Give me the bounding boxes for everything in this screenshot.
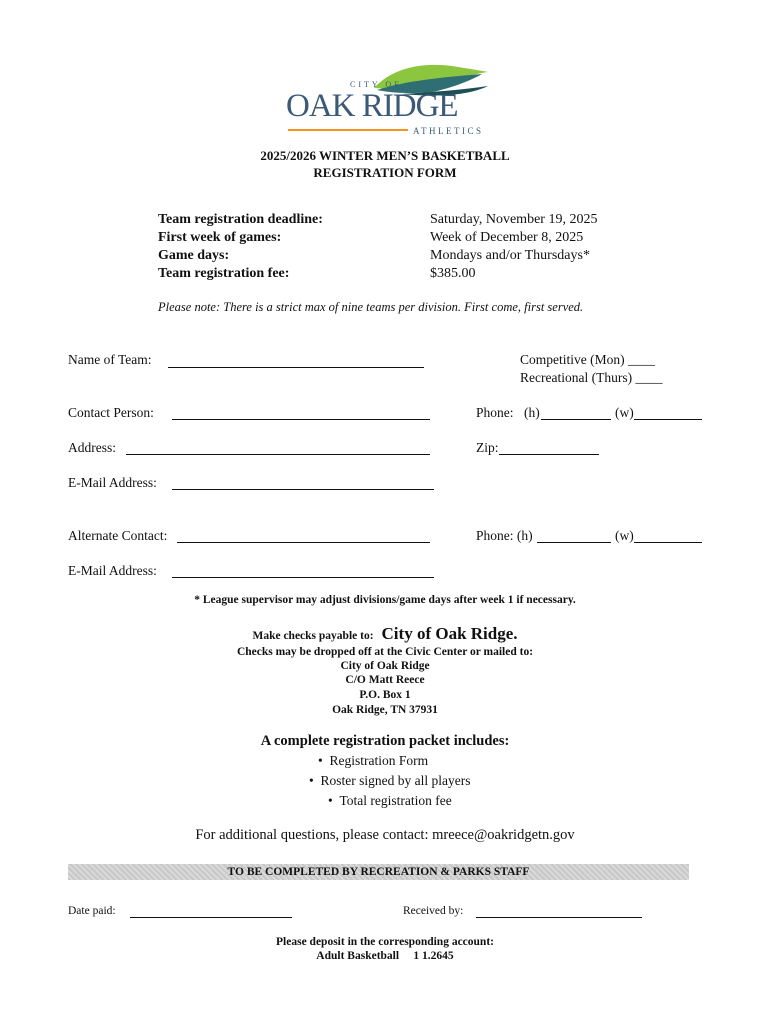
packet-item-label: Roster signed by all players	[320, 773, 471, 788]
received-by-label: Received by:	[403, 905, 464, 917]
oak-ridge-logo	[282, 60, 492, 142]
alt-phone-h-label: Phone: (h)	[476, 528, 533, 543]
fee-label: Team registration fee:	[158, 266, 290, 281]
phone-label: Phone:	[476, 405, 514, 420]
contact-person-field[interactable]	[172, 419, 430, 420]
mail-address-line4: Oak Ridge, TN 37931	[332, 704, 438, 716]
date-paid-label: Date paid:	[68, 905, 116, 917]
game-days-value: Mondays and/or Thursdays*	[430, 248, 590, 263]
payee-name: City of Oak Ridge.	[381, 624, 518, 643]
dropoff-line: Checks may be dropped off at the Civic Center or mailed to:	[236, 646, 534, 658]
mail-address-line3: P.O. Box 1	[359, 689, 411, 701]
email2-label: E-Mail Address:	[68, 563, 157, 578]
contact-person-label: Contact Person:	[68, 405, 154, 420]
packet-item-1	[318, 753, 428, 769]
deadline-label: Team registration deadline:	[158, 212, 323, 227]
alt-phone-w-field[interactable]	[634, 542, 702, 543]
form-title-line2: REGISTRATION FORM	[313, 165, 457, 180]
alt-phone-h-field[interactable]	[537, 542, 611, 543]
date-paid-field[interactable]	[130, 917, 292, 918]
logo-city-of: CITY OF	[350, 80, 402, 89]
packet-item-2	[309, 773, 470, 789]
account-line: Adult Basketball 1 1.2645	[316, 950, 454, 962]
zip-label: Zip:	[476, 440, 499, 455]
logo-name: OAK RIDGE	[286, 88, 458, 124]
phone-h-field[interactable]	[541, 419, 611, 420]
address-label: Address:	[68, 440, 116, 455]
form-title-line1: 2025/2026 WINTER MEN’S BASKETBALL	[260, 148, 510, 163]
first-week-label: First week of games:	[158, 230, 282, 245]
first-week-value: Week of December 8, 2025	[430, 230, 584, 245]
bullet-icon: •	[328, 793, 333, 808]
fee-value: $385.00	[430, 266, 476, 281]
phone-w-label: (w)	[615, 405, 634, 420]
deposit-instruction: Please deposit in the corresponding account:	[276, 936, 494, 948]
phone-w-field[interactable]	[634, 419, 702, 420]
email-label: E-Mail Address:	[68, 475, 157, 490]
alternate-contact-label: Alternate Contact:	[68, 528, 168, 543]
max-teams-note: Please note: There is a strict max of nine teams per division. First come, first served.	[158, 300, 584, 314]
phone-h-label: (h)	[524, 405, 540, 420]
deadline-value: Saturday, November 19, 2025	[430, 212, 598, 227]
team-name-label: Name of Team:	[68, 352, 152, 367]
packet-heading: A complete registration packet includes:	[260, 733, 510, 749]
mail-address-line2: C/O Matt Reece	[345, 674, 425, 686]
checks-payable-label: Make checks payable to:	[252, 630, 374, 642]
supervisor-note: * League supervisor may adjust divisions/game days after week 1 if necessary.	[194, 594, 576, 606]
game-days-label: Game days:	[158, 248, 230, 263]
email-field[interactable]	[172, 489, 434, 490]
oak-ridge-logo-graphic	[282, 60, 492, 142]
packet-item-3	[328, 793, 452, 809]
logo-athletics: ATHLETICS	[413, 126, 484, 136]
packet-item-label: Registration Form	[329, 753, 429, 768]
received-by-field[interactable]	[476, 917, 642, 918]
bullet-icon: •	[309, 773, 314, 788]
recreational-option[interactable]: Recreational (Thurs) ____	[520, 370, 663, 385]
address-field[interactable]	[126, 454, 430, 455]
alt-phone-w-label: (w)	[615, 528, 634, 543]
packet-item-label: Total registration fee	[339, 793, 452, 808]
competitive-option[interactable]: Competitive (Mon) ____	[520, 352, 655, 367]
mail-address-line1: City of Oak Ridge	[340, 660, 430, 672]
checks-payable-line	[0, 624, 770, 644]
email2-field[interactable]	[172, 577, 434, 578]
team-name-field[interactable]	[168, 367, 424, 368]
bullet-icon: •	[318, 753, 323, 768]
zip-field[interactable]	[499, 454, 599, 455]
alternate-contact-field[interactable]	[177, 542, 430, 543]
staff-section-header: TO BE COMPLETED BY RECREATION & PARKS STAFF	[68, 864, 689, 880]
contact-line: For additional questions, please contact: mreece@oakridgetn.gov	[195, 827, 575, 843]
